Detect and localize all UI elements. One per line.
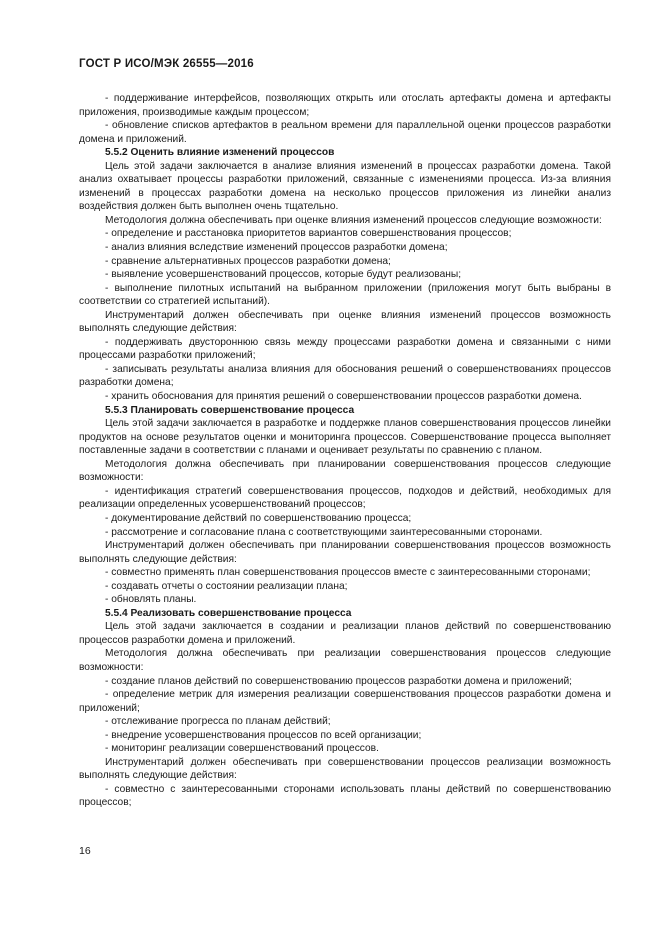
document-body [79,92,611,810]
paragraph: - определение и расстановка приоритетов вариантов совершенствования процессов; [105,228,512,240]
paragraph: - идентификация стратегий совершенствования процессов, подходов и действий, необходимых для реализации определенных усовершенствований процессов; [79,485,611,511]
paragraph: Инструментарий должен обеспечивать при планировании совершенствования процессов возможность выполнять следующие действия: [79,540,611,565]
paragraph: - обновление списков артефактов в реальном времени для параллельной оценки процессов разработки домена и приложений. [79,120,611,145]
paragraph: Цель этой задачи заключается в разработке и поддержке планов совершенствования процессов линейки продуктов на основе результатов оценки и мониторинга процессов. Совершенствование процесса выполняет поставленные задачи в соответствии с планами и оценивает результаты по сравнению с планом. [79,418,611,457]
paragraph: - определение метрик для измерения реализации совершенствования процессов разработки домена и приложений; [79,689,611,714]
paragraph: - поддерживать двустороннюю связь между процессами разработки домена и связанными с ними процессами разработки приложений; [79,336,611,362]
paragraph: - поддерживание интерфейсов, позволяющих открыть или отослать артефакты домена и артефакты приложения, производимые каждым процессом; [79,93,611,118]
paragraph: - анализ влияния вследствие изменений процессов разработки домена; [105,242,448,254]
paragraph: - внедрение усовершенствования процессов по всей организации; [105,729,422,741]
document-header: ГОСТ Р ИСО/МЭК 26555—2016 [79,58,254,70]
paragraph: - обновлять планы. [105,594,197,606]
section-heading: 5.5.2 Оценить влияние изменений процессов [105,147,335,159]
paragraph: - выявление усовершенствований процессов, которые будут реализованы; [105,269,462,281]
paragraph: - совместно с заинтересованными сторонами использовать планы действий по совершенствованию процессов; [79,783,611,809]
paragraph: - рассмотрение и согласование плана с соответствующими заинтересованными сторонами. [105,526,543,538]
paragraph: Цель этой задачи заключается в создании и реализации планов действий по совершенствованию процессов разработки домена и приложений. [79,621,611,646]
paragraph: - совместно применять план совершенствования процессов вместе с заинтересованными сторонами; [105,567,591,579]
paragraph: - хранить обоснования для принятия решений о совершенствовании процессов разработки домена. [105,391,582,403]
paragraph: - мониторинг реализации совершенствований процессов. [105,743,379,755]
paragraph: Инструментарий должен обеспечивать при совершенствовании процессов реализации возможность выполнять следующие действия: [79,756,611,782]
paragraph: Методология должна обеспечивать при планировании совершенствования процессов следующие возможности: [79,458,611,484]
page-number: 16 [79,845,91,857]
paragraph: - записывать результаты анализа влияния для обоснования решений о совершенствованиях процессов разработки домена; [79,363,611,389]
paragraph: - документирование действий по совершенствованию процесса; [105,512,412,524]
section-heading: 5.5.4 Реализовать совершенствование процесса [105,607,352,619]
paragraph: Инструментарий должен обеспечивать при оценке влияния изменений процессов возможность выполнять следующие действия: [79,309,611,335]
paragraph: Методология должна обеспечивать при оценке влияния изменений процессов следующие возможности: [105,214,602,226]
paragraph: Методология должна обеспечивать при реализации совершенствования процессов следующие возможности: [79,648,611,673]
paragraph: - выполнение пилотных испытаний на выбранном приложении (приложения могут быть выбраны в соответствии со стратегией испытаний). [79,282,611,308]
paragraph: - создание планов действий по совершенствованию процессов разработки домена и приложений; [105,675,572,687]
paragraph: - создавать отчеты о состоянии реализации плана; [105,580,348,592]
section-heading: 5.5.3 Планировать совершенствование процесса [105,404,355,416]
paragraph: - сравнение альтернативных процессов разработки домена; [105,255,391,267]
paragraph: - отслеживание прогресса по планам действий; [105,716,331,728]
paragraph: Цель этой задачи заключается в анализе влияния изменений в процессах разработки домена. Такой анализ охватывает процессы разработки приложений, связанные с изменениями процесса. Из-за влияния изменений в процессах разработки домена на несколько процессов приложения из линейки анализ воздействия должен быть выполнен очень тщательно. [79,160,611,213]
